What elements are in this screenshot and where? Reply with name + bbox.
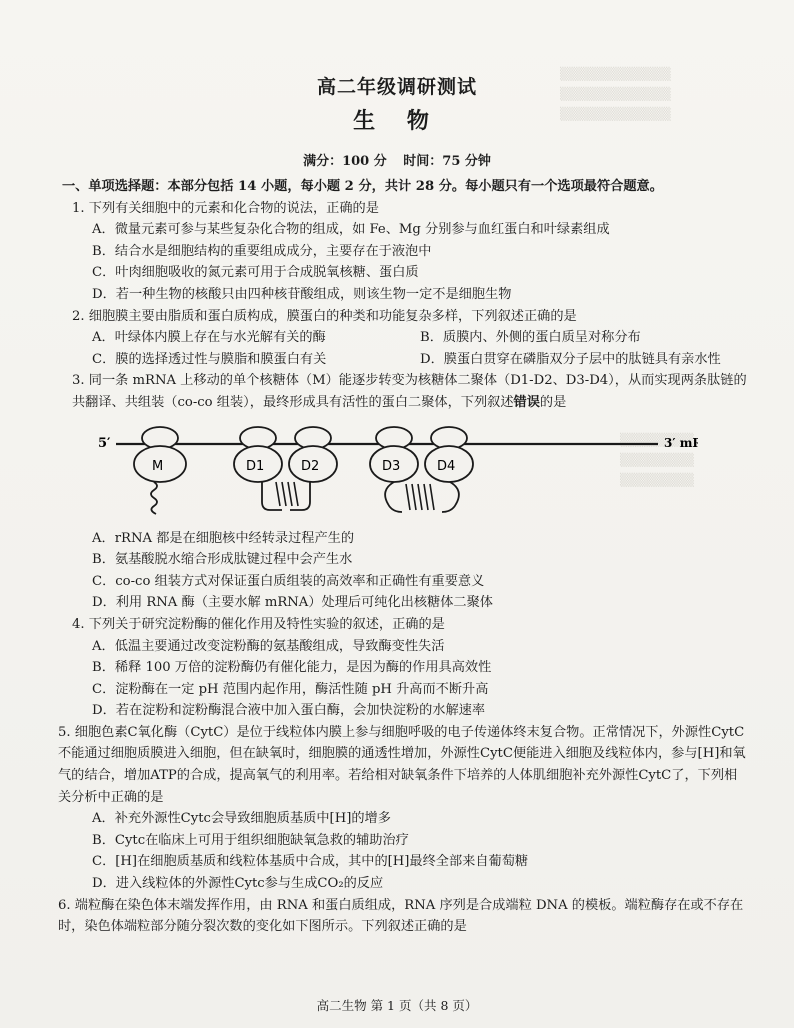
page-footer: 高二生物 第 1 页（共 8 页）	[316, 998, 478, 1013]
option-d: D．若一种生物的核酸只由四种核苷酸组成，则该生物一定不是细胞生物	[92, 286, 512, 302]
question-stem: 4. 下列关于研究淀粉酶的催化作用及特性实验的叙述，正确的是	[72, 616, 445, 632]
question-5	[58, 722, 748, 895]
three-prime-label: 3′ mR	[664, 435, 698, 450]
question-stem: 1. 下列有关细胞中的元素和化合物的说法，正确的是	[72, 200, 379, 216]
ribosome-label: D2	[301, 458, 320, 474]
nascent-peptide	[151, 482, 157, 514]
exam-subject: 生 物	[353, 108, 441, 134]
ribosome-label: D4	[437, 458, 456, 474]
exam-title: 高二年级调研测试	[316, 76, 477, 98]
ribosome-dimer-d1-d2	[234, 427, 337, 510]
ribosome-label: D1	[246, 458, 265, 474]
option-row	[58, 349, 748, 371]
ribosome-dimer-d3-d4	[370, 427, 473, 512]
option-d: D．利用 RNA 酶（主要水解 mRNA）处理后可纯化出核糖体二聚体	[92, 595, 493, 611]
option-a: A．低温主要通过改变淀粉酶的氨基酸组成，导致酶变性失活	[92, 638, 445, 654]
stem-text-end: 的是	[539, 394, 567, 410]
coassembled-domain	[276, 482, 298, 506]
option-c: C．膜的选择透过性与膜脂和膜蛋白有关	[92, 351, 327, 367]
question-3	[58, 370, 748, 614]
option-c: C．淀粉酶在一定 pH 范围内起作用，酶活性随 pH 升高而不断升高	[92, 681, 489, 697]
question-stem	[58, 370, 748, 413]
option-a: A．微量元素可参与某些复杂化合物的组成，如 Fe、Mg 分别参与血红蛋白和叶绿素组成	[92, 222, 610, 238]
option-c: C．叶肉细胞吸收的氮元素可用于合成脱氧核糖、蛋白质	[92, 265, 419, 281]
stem-emphasis: 错误	[513, 394, 540, 410]
option-b: B．氨基酸脱水缩合形成肽键过程中会产生水	[92, 552, 353, 568]
stem-text: 3. 同一条 mRNA 上移动的单个核糖体（M）能逐步转变为核糖体二聚体（D1-D2、D3-D4），从而实现两条肽链的共翻译、共组装（co-co 组装），最终形成具有活性的蛋白二聚体，下列叙述	[72, 373, 747, 410]
ribosome-diagram-svg	[98, 416, 698, 524]
five-prime-label: 5′	[98, 435, 111, 451]
question-stem: 2. 细胞膜主要由脂质和蛋白质构成，膜蛋白的种类和功能复杂多样，下列叙述正确的是	[72, 308, 577, 324]
option-a: A．叶绿体内膜上存在与水光解有关的酶	[92, 330, 326, 346]
ribosome-label: D3	[382, 458, 401, 474]
option-d: D．进入线粒体的外源性Cytc参与生成CO₂的反应	[92, 876, 384, 892]
ribosome-diagram	[98, 416, 748, 524]
option-c: C．[H]在细胞质基质和线粒体基质中合成，其中的[H]最终全部来自葡萄糖	[92, 854, 529, 870]
exam-meta	[0, 150, 794, 169]
question-4	[58, 614, 748, 722]
question-6	[58, 895, 748, 938]
option-a: A．补充外源性Cytc会导致细胞质基质中[H]的增多	[92, 811, 391, 827]
option-d: D．膜蛋白贯穿在磷脂双分子层中的肽链具有亲水性	[420, 351, 721, 367]
option-b: B．质膜内、外侧的蛋白质呈对称分布	[420, 330, 641, 346]
option-a: A．rRNA 都是在细胞核中经转录过程产生的	[92, 530, 355, 546]
option-b: B．稀释 100 万倍的淀粉酶仍有催化能力，是因为酶的作用具高效性	[92, 660, 492, 676]
option-d: D．若在淀粉和淀粉酶混合液中加入蛋白酶，会加快淀粉的水解速率	[92, 703, 486, 719]
option-b: B．结合水是细胞结构的重要组成成分，主要存在于液泡中	[92, 243, 432, 259]
full-score: 满分：100 分	[303, 154, 387, 169]
bleed-through-text: ▒▒▒▒▒▒▒▒▒▒▒▒ ▒▒▒▒▒▒▒▒▒▒▒▒ ▒▒▒▒▒▒▒▒▒▒▒▒	[560, 67, 671, 121]
coassembled-domain	[406, 484, 434, 510]
option-row	[58, 327, 748, 349]
question-2	[58, 306, 748, 371]
bleed-through-text: ▒▒▒▒▒▒▒▒ ▒▒▒▒▒▒▒▒ ▒▒▒▒▒▒▒▒	[620, 433, 694, 487]
question-stem: 5. 细胞色素C氧化酶（CytC）是位于线粒体内膜上参与细胞呼吸的电子传递体终末复合物。正常情况下，外源性CytC不能通过细胞质膜进入细胞，但在缺氧时，细胞膜的通透性增加，外源性CytC便能进入细胞及线粒体内，参与[H]和氧气的结合，增加ATP的合成，提高氧气的利用率。若给相对缺氧条件下培养的人体肌细胞补充外源性CytC了，下列相关分析中正确的是	[58, 724, 746, 805]
option-c: C．co-co 组装方式对保证蛋白质组装的高效率和正确性有重要意义	[92, 573, 485, 589]
option-b: B．Cytc在临床上可用于组织细胞缺氧急救的辅助治疗	[92, 832, 409, 848]
section-heading: 一、单项选择题：本部分包括 14 小题，每小题 2 分，共计 28 分。每小题只有一个选项最符合题意。	[62, 179, 663, 194]
time-limit: 时间：75 分钟	[403, 154, 491, 169]
question-1	[58, 198, 748, 306]
exam-content	[58, 176, 748, 938]
ribosome-m	[134, 427, 186, 514]
ribosome-label: M	[152, 458, 164, 474]
question-stem: 6. 端粒酶在染色体末端发挥作用，由 RNA 和蛋白质组成，RNA 序列是合成端粒 DNA 的模板。端粒酶存在或不存在时，染色体端粒部分随分裂次数的变化如下图所示。下列叙述正确的是	[58, 897, 744, 935]
